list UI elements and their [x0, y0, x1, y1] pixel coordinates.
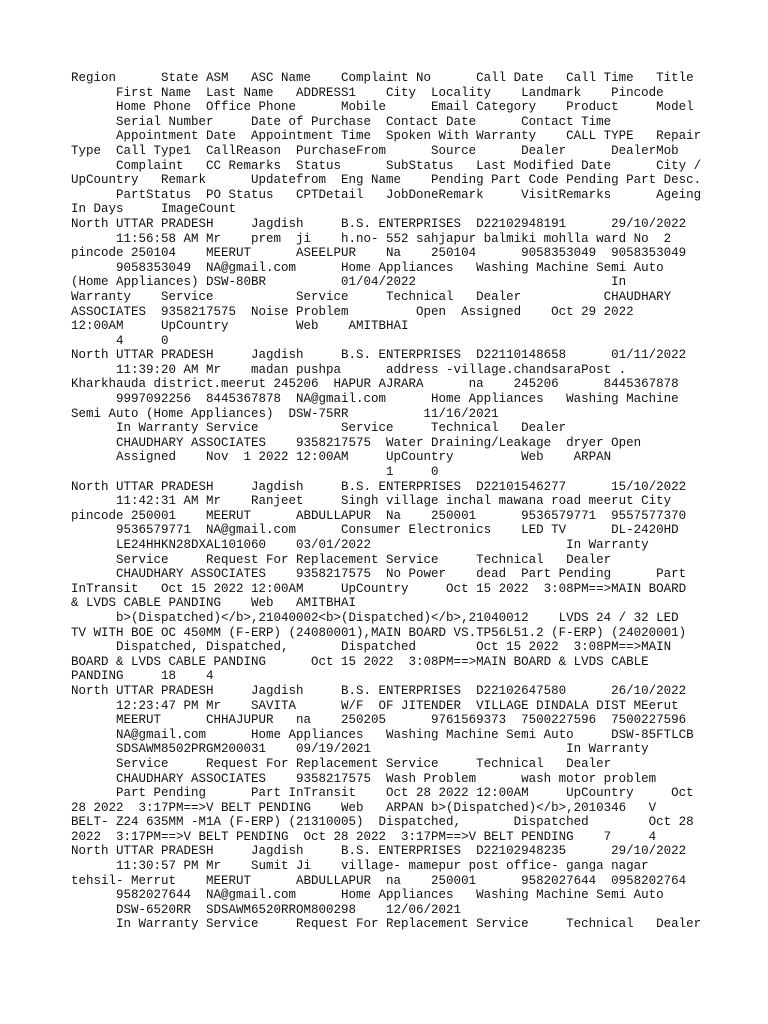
report-line: CHAUDHARY ASSOCIATES 9358217575 No Power dead Part Pending Part: [71, 567, 687, 582]
report-line: Home Phone Office Phone Mobile Email Category Product Model: [71, 100, 694, 115]
report-line: In Days ImageCount: [71, 202, 237, 217]
report-line: 2022 3:17PM==>V BELT PENDING Oct 28 2022 3:17PM==>V BELT PENDING 7 4: [71, 829, 657, 844]
report-line: 12:00AM UpCountry Web AMITBHAI: [71, 319, 409, 334]
report-line: (Home Appliances) DSW-80BR 01/04/2022 In: [71, 275, 627, 290]
report-line: Kharkhauda district.meerut 245206 HAPUR AJRARA na 245206 8445367878: [71, 377, 679, 392]
report-line: Service Request For Replacement Service Technical Dealer: [71, 756, 612, 771]
report-line: 28 2022 3:17PM==>V BELT PENDING Web ARPAN b>(Dispatched)</b>,2010346 V: [71, 800, 657, 815]
report-line: DSW-6520RR SDSAWM6520RROM800298 12/06/2021: [71, 902, 462, 917]
report-line: PANDING 18 4: [71, 669, 214, 684]
report-line: BOARD & LVDS CABLE PANDING Oct 15 2022 3:08PM==>MAIN BOARD & LVDS CABLE: [71, 654, 649, 669]
report-line: PartStatus PO Status CPTDetail JobDoneRemark VisitRemarks Ageing: [71, 187, 702, 202]
report-line: 4 0: [71, 333, 169, 348]
report-line: 11:30:57 PM Mr Sumit Ji village- mamepur post office- ganga nagar: [71, 859, 649, 874]
report-line: BELT- Z24 635MM -M1A (F-ERP) (21310005) Dispatched, Dispatched Oct 28: [71, 815, 694, 830]
report-line: pincode 250001 MEERUT ABDULLAPUR Na 250001 9536579771 9557577370: [71, 508, 687, 523]
report-line: North UTTAR PRADESH Jagdish B.S. ENTERPRISES D22110148658 01/11/2022: [71, 348, 687, 363]
report-line: CHAUDHARY ASSOCIATES 9358217575 Wash Problem wash motor problem: [71, 771, 657, 786]
report-line: ASSOCIATES 9358217575 Noise Problem Open Assigned Oct 29 2022: [71, 304, 634, 319]
report-line: InTransit Oct 15 2022 12:00AM UpCountry Oct 15 2022 3:08PM==>MAIN BOARD: [71, 581, 687, 596]
report-line: Semi Auto (Home Appliances) DSW-75RR 11/16/2021: [71, 406, 499, 421]
report-line: Appointment Date Appointment Time Spoken With Warranty CALL TYPE Repair: [71, 129, 702, 144]
report-line: NA@gmail.com Home Appliances Washing Machine Semi Auto DSW-85FTLCB: [71, 727, 694, 742]
report-line: North UTTAR PRADESH Jagdish B.S. ENTERPRISES D22102647580 26/10/2022: [71, 683, 687, 698]
report-line: tehsil- Merrut MEERUT ABDULLAPUR na 250001 9582027644 0958202764: [71, 873, 687, 888]
report-line: 9997092256 8445367878 NA@gmail.com Home Appliances Washing Machine: [71, 392, 679, 407]
report-line: 9582027644 NA@gmail.com Home Appliances Washing Machine Semi Auto: [71, 888, 664, 903]
report-line: North UTTAR PRADESH Jagdish B.S. ENTERPRISES D22101546277 15/10/2022: [71, 479, 687, 494]
report-line: 1 0: [71, 465, 439, 480]
report-line: First Name Last Name ADDRESS1 City Locality Landmark Pincode: [71, 85, 664, 100]
report-line: Region State ASM ASC Name Complaint No Call Date Call Time Title: [71, 71, 694, 85]
report-line: 11:56:58 AM Mr prem ji h.no- 552 sahjapur balmiki mohlla ward No 2: [71, 231, 672, 246]
report-line: CHAUDHARY ASSOCIATES 9358217575 Water Draining/Leakage dryer Open: [71, 435, 642, 450]
report-line: Service Request For Replacement Service Technical Dealer: [71, 552, 612, 567]
report-line: 9536579771 NA@gmail.com Consumer Electronics LED TV DL-2420HD: [71, 523, 679, 538]
report-line: TV WITH BOE OC 450MM (F-ERP) (24080001),MAIN BOARD VS.TP56L51.2 (F-ERP) (24020001): [71, 625, 687, 640]
report-line: Part Pending Part InTransit Oct 28 2022 12:00AM UpCountry Oct: [71, 786, 694, 801]
report-line: UpCountry Remark Updatefrom Eng Name Pending Part Code Pending Part Desc.: [71, 173, 702, 188]
report-line: North UTTAR PRADESH Jagdish B.S. ENTERPRISES D22102948235 29/10/2022: [71, 844, 687, 859]
complaint-report-text: [71, 71, 768, 932]
report-line: Serial Number Date of Purchase Contact Date Contact Time: [71, 114, 612, 129]
report-line: Type Call Type1 CallReason PurchaseFrom Source Dealer DealerMob: [71, 143, 679, 158]
report-line: LE24HHKN28DXAL101060 03/01/2022 In Warranty: [71, 538, 649, 552]
report-line: Warranty Service Service Technical Dealer CHAUDHARY: [71, 289, 672, 304]
report-line: pincode 250104 MEERUT ASEELPUR Na 250104 9058353049 9058353049: [71, 246, 687, 261]
report-line: SDSAWM8502PRGM200031 09/19/2021 In Warranty: [71, 742, 649, 757]
report-line: In Warranty Service Service Technical Dealer: [71, 421, 567, 436]
report-line: MEERUT CHHAJUPUR na 250205 9761569373 7500227596 7500227596: [71, 713, 687, 728]
report-line: b>(Dispatched)</b>,21040002<b>(Dispatched)</b>,21040012 LVDS 24 / 32 LED: [71, 610, 679, 625]
report-line: 11:39:20 AM Mr madan pushpa address -village.chandsaraPost .: [71, 362, 627, 377]
report-line: In Warranty Service Request For Replacement Service Technical Dealer: [71, 917, 702, 932]
report-line: Dispatched, Dispatched, Dispatched Oct 15 2022 3:08PM==>MAIN: [71, 640, 672, 655]
report-line: Assigned Nov 1 2022 12:00AM UpCountry Web ARPAN: [71, 450, 612, 465]
report-line: North UTTAR PRADESH Jagdish B.S. ENTERPRISES D22102948191 29/10/2022: [71, 216, 687, 231]
report-line: 11:42:31 AM Mr Ranjeet Singh village inchal mawana road meerut City: [71, 494, 672, 509]
report-line: & LVDS CABLE PANDING Web AMITBHAI: [71, 596, 357, 611]
report-line: 12:23:47 PM Mr SAVITA W/F OF JITENDER VILLAGE DINDALA DIST MEerut: [71, 698, 679, 713]
report-line: 9058353049 NA@gmail.com Home Appliances Washing Machine Semi Auto: [71, 260, 664, 275]
report-line: Complaint CC Remarks Status SubStatus Last Modified Date City /: [71, 158, 702, 173]
